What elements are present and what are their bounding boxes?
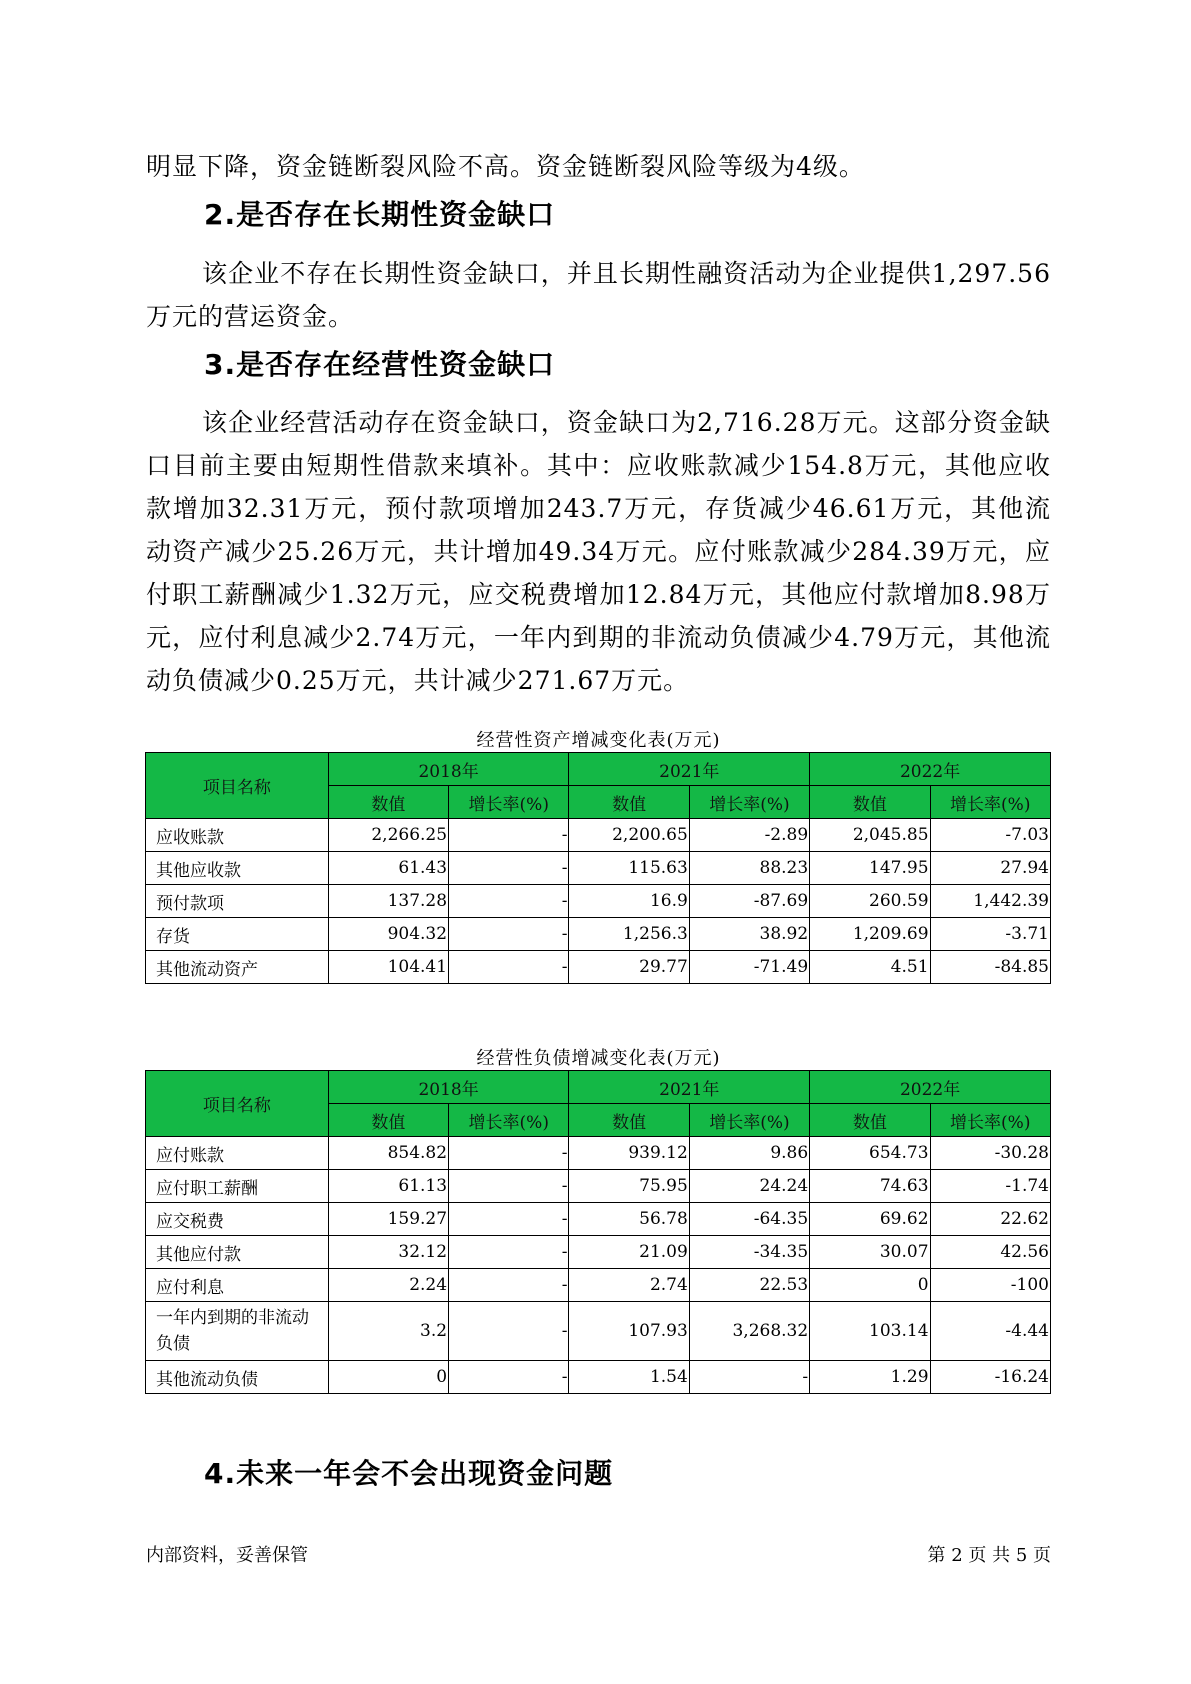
cell-value: 2.74 — [569, 1269, 689, 1302]
cell-value: 61.43 — [328, 852, 448, 885]
cell-growth: 24.24 — [689, 1170, 809, 1203]
cell-value: 56.78 — [569, 1203, 689, 1236]
row-name: 应付账款 — [146, 1137, 329, 1170]
item-name-header: 项目名称 — [146, 1071, 329, 1137]
cell-value: 939.12 — [569, 1137, 689, 1170]
cell-value: 21.09 — [569, 1236, 689, 1269]
row-name: 应收账款 — [146, 819, 329, 852]
growth-header: 增长率(%) — [930, 786, 1050, 819]
value-header: 数值 — [810, 786, 930, 819]
cell-value: 1,256.3 — [569, 918, 689, 951]
cell-growth: -3.71 — [930, 918, 1050, 951]
cell-growth: - — [449, 819, 569, 852]
cell-growth: 27.94 — [930, 852, 1050, 885]
value-header: 数值 — [569, 1104, 689, 1137]
row-name: 存货 — [146, 918, 329, 951]
cell-value: 3.2 — [328, 1302, 448, 1361]
cell-growth: 42.56 — [930, 1236, 1050, 1269]
cell-value: 69.62 — [810, 1203, 930, 1236]
cell-value: 30.07 — [810, 1236, 930, 1269]
assets-table-caption: 经营性资产增减变化表(万元) — [476, 730, 721, 751]
cell-growth: -87.69 — [689, 885, 809, 918]
item-name-header: 项目名称 — [146, 753, 329, 819]
long-term-gap-text: 该企业不存在长期性资金缺口，并且长期性融资活动为企业提供1,297.56万元的营运资金。 — [146, 259, 1051, 331]
row-name: 其他流动资产 — [146, 951, 329, 984]
cell-growth: - — [449, 885, 569, 918]
cell-value: 61.13 — [328, 1170, 448, 1203]
cell-growth: 22.62 — [930, 1203, 1050, 1236]
cell-value: 1,209.69 — [810, 918, 930, 951]
row-name: 应付利息 — [146, 1269, 329, 1302]
heading-long-term-gap: 2.是否存在长期性资金缺口 — [204, 198, 556, 231]
cell-value: 115.63 — [569, 852, 689, 885]
cell-growth: -64.35 — [689, 1203, 809, 1236]
cell-value: 654.73 — [810, 1137, 930, 1170]
cell-value: 4.51 — [810, 951, 930, 984]
cell-growth: -4.44 — [930, 1302, 1050, 1361]
cell-growth: -7.03 — [930, 819, 1050, 852]
cell-growth: - — [449, 1236, 569, 1269]
cell-growth: -34.35 — [689, 1236, 809, 1269]
cell-value: 260.59 — [810, 885, 930, 918]
year-header: 2018年 — [328, 753, 569, 786]
table-row — [146, 951, 1051, 984]
table-row — [146, 1170, 1051, 1203]
footer-confidential: 内部资料，妥善保管 — [146, 1545, 308, 1566]
table-row — [146, 1236, 1051, 1269]
table-row — [146, 852, 1051, 885]
cell-value: 2,045.85 — [810, 819, 930, 852]
cell-growth: - — [449, 1269, 569, 1302]
growth-header: 增长率(%) — [449, 1104, 569, 1137]
value-header: 数值 — [328, 786, 448, 819]
row-name: 应交税费 — [146, 1203, 329, 1236]
table-row — [146, 1269, 1051, 1302]
cell-growth: -30.28 — [930, 1137, 1050, 1170]
operating-gap-paragraph — [146, 401, 1051, 702]
cell-growth: 22.53 — [689, 1269, 809, 1302]
cell-growth: -71.49 — [689, 951, 809, 984]
long-term-gap-paragraph — [146, 252, 1051, 338]
row-name: 预付款项 — [146, 885, 329, 918]
cell-growth: - — [449, 951, 569, 984]
heading-operating-gap: 3.是否存在经营性资金缺口 — [204, 348, 556, 381]
table-row — [146, 885, 1051, 918]
cell-growth: - — [689, 1361, 809, 1394]
year-header: 2021年 — [569, 753, 810, 786]
cell-value: 104.41 — [328, 951, 448, 984]
row-name: 应付职工薪酬 — [146, 1170, 329, 1203]
table-row — [146, 918, 1051, 951]
intro-tail-paragraph: 明显下降，资金链断裂风险不高。资金链断裂风险等级为4级。 — [146, 152, 865, 181]
cell-value: 16.9 — [569, 885, 689, 918]
cell-value: 147.95 — [810, 852, 930, 885]
growth-header: 增长率(%) — [449, 786, 569, 819]
value-header: 数值 — [810, 1104, 930, 1137]
growth-header: 增长率(%) — [930, 1104, 1050, 1137]
cell-growth: - — [449, 1137, 569, 1170]
cell-value: 29.77 — [569, 951, 689, 984]
growth-header: 增长率(%) — [689, 1104, 809, 1137]
cell-value: 107.93 — [569, 1302, 689, 1361]
table-row — [146, 1203, 1051, 1236]
cell-value: 1.54 — [569, 1361, 689, 1394]
table-row — [146, 1361, 1051, 1394]
cell-growth: - — [449, 918, 569, 951]
growth-header: 增长率(%) — [689, 786, 809, 819]
cell-value: 103.14 — [810, 1302, 930, 1361]
cell-value: 74.63 — [810, 1170, 930, 1203]
cell-value: 159.27 — [328, 1203, 448, 1236]
table-row — [146, 1137, 1051, 1170]
cell-value: 904.32 — [328, 918, 448, 951]
heading-next-year: 4.未来一年会不会出现资金问题 — [204, 1457, 614, 1490]
cell-growth: -1.74 — [930, 1170, 1050, 1203]
row-name: 其他流动负债 — [146, 1361, 329, 1394]
row-name: 一年内到期的非流动负债 — [146, 1302, 329, 1361]
cell-value: 137.28 — [328, 885, 448, 918]
footer-page-number: 第 2 页 共 5 页 — [927, 1545, 1051, 1566]
cell-value: 2,200.65 — [569, 819, 689, 852]
cell-value: 32.12 — [328, 1236, 448, 1269]
cell-growth: 3,268.32 — [689, 1302, 809, 1361]
row-name: 其他应付款 — [146, 1236, 329, 1269]
cell-value: 854.82 — [328, 1137, 448, 1170]
cell-growth: -16.24 — [930, 1361, 1050, 1394]
liabilities-table — [145, 1070, 1051, 1394]
cell-value: 2.24 — [328, 1269, 448, 1302]
value-header: 数值 — [569, 786, 689, 819]
row-name: 其他应收款 — [146, 852, 329, 885]
cell-growth: -84.85 — [930, 951, 1050, 984]
cell-value: 75.95 — [569, 1170, 689, 1203]
cell-growth: 38.92 — [689, 918, 809, 951]
cell-value: 1.29 — [810, 1361, 930, 1394]
table-row — [146, 1302, 1051, 1361]
operating-gap-text: 该企业经营活动存在资金缺口，资金缺口为2,716.28万元。这部分资金缺口目前主要由短期性借款来填补。其中：应收账款减少154.8万元，其他应收款增加32.31万元，预付款项增加243.7万元，存货减少46.61万元，其他流动资产减少25.26万元，共计增加49.34万元。应付账款减少284.39万元，应付职工薪酬减少1.32万元，应交税费增加12.84万元，其他应付款增加8.98万元，应付利息减少2.74万元，一年内到期的非流动负债减少4.79万元，其他流动负债减少0.25万元，共计减少271.67万元。 — [146, 408, 1051, 695]
cell-growth: - — [449, 1170, 569, 1203]
cell-growth: - — [449, 1361, 569, 1394]
cell-growth: - — [449, 1203, 569, 1236]
cell-value: 0 — [328, 1361, 448, 1394]
year-header: 2018年 — [328, 1071, 569, 1104]
cell-growth: -100 — [930, 1269, 1050, 1302]
table-row — [146, 819, 1051, 852]
cell-growth: -2.89 — [689, 819, 809, 852]
cell-value: 0 — [810, 1269, 930, 1302]
cell-growth: - — [449, 852, 569, 885]
cell-growth: 1,442.39 — [930, 885, 1050, 918]
cell-growth: 9.86 — [689, 1137, 809, 1170]
year-header: 2021年 — [569, 1071, 810, 1104]
liabilities-table-caption: 经营性负债增减变化表(万元) — [476, 1048, 721, 1069]
assets-table — [145, 752, 1051, 984]
year-header: 2022年 — [810, 1071, 1051, 1104]
value-header: 数值 — [328, 1104, 448, 1137]
year-header: 2022年 — [810, 753, 1051, 786]
cell-growth: 88.23 — [689, 852, 809, 885]
cell-value: 2,266.25 — [328, 819, 448, 852]
cell-growth: - — [449, 1302, 569, 1361]
